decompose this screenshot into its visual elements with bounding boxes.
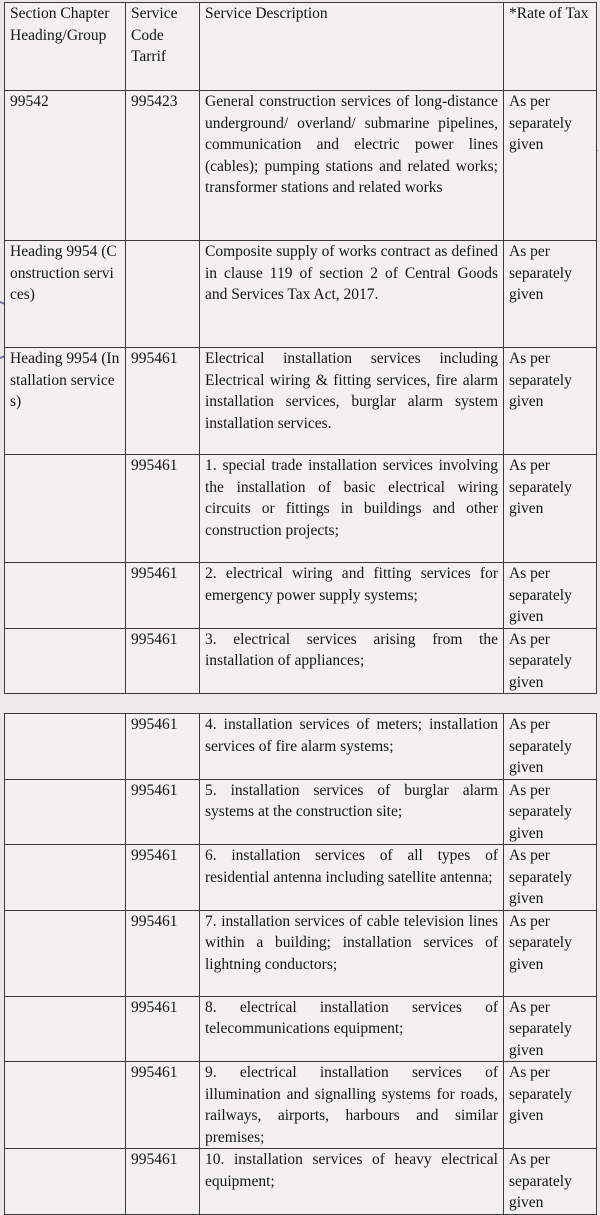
row-rate: As per separately given	[504, 996, 597, 1062]
row-section	[5, 1062, 126, 1149]
row-service-code: 995461	[126, 628, 200, 694]
row-description: 1. special trade installation services involving the installation of basic electrical wiring circuits or fittings in buildings and other construction projects;	[200, 455, 504, 563]
row-service-code: 995461	[126, 996, 200, 1062]
row-service-code: 995461	[126, 563, 200, 629]
row-rate: As per separately given	[504, 455, 597, 563]
row-service-code: 995461	[126, 348, 200, 455]
row-service-code: 995461	[126, 714, 200, 780]
row-section	[5, 714, 126, 780]
row-section	[5, 845, 126, 911]
row-section	[5, 563, 126, 629]
header-code: Service Code Tarrif	[126, 3, 200, 91]
header-row	[5, 3, 597, 91]
row-description: 9. electrical installation services of illumination and signalling systems for roads, railways, airports, harbours and similar premises;	[200, 1062, 504, 1149]
table-row	[5, 348, 597, 455]
table-row	[5, 1149, 597, 1215]
table-row	[5, 455, 597, 563]
row-description: Electrical installation services including Electrical wiring & fitting services, fire alarm installation services, burglar alarm system installation services.	[200, 348, 504, 455]
table-row	[5, 241, 597, 348]
row-rate: As per separately given	[504, 1149, 597, 1215]
row-section	[5, 996, 126, 1062]
row-service-code: 995423	[126, 91, 200, 241]
row-rate: As per separately given	[504, 563, 597, 629]
row-section: Heading 9954 (Installation services)	[5, 348, 126, 455]
page-gap	[0, 693, 600, 713]
row-description: General construction services of long-distance underground/ overland/ submarine pipelines, communication and electric power lines (cables); pumping stations and related works; transformer stations and related works	[200, 91, 504, 241]
table-body	[5, 91, 597, 694]
row-rate: As per separately given	[504, 910, 597, 996]
row-rate: As per separately given	[504, 241, 597, 348]
row-description: Composite supply of works contract as defined in clause 119 of section 2 of Central Goods and Services Tax Act, 2017.	[200, 241, 504, 348]
row-service-code: 995461	[126, 779, 200, 845]
row-section	[5, 628, 126, 694]
row-description: 10. installation services of heavy electrical equipment;	[200, 1149, 504, 1215]
table-row	[5, 91, 597, 241]
row-description: 7. installation services of cable television lines within a building; installation services of lightning conductors;	[200, 910, 504, 996]
row-section	[5, 910, 126, 996]
row-description: 6. installation services of all types of residential antenna including satellite antenna;	[200, 845, 504, 911]
header-description: Service Description	[200, 3, 504, 91]
table-row	[5, 714, 597, 780]
table-row	[5, 1062, 597, 1149]
row-section	[5, 455, 126, 563]
row-section	[5, 1149, 126, 1215]
table-row	[5, 996, 597, 1062]
table-body	[5, 714, 597, 1215]
row-description: 5. installation services of burglar alarm systems at the construction site;	[200, 779, 504, 845]
header-rate: *Rate of Tax	[504, 3, 597, 91]
row-rate: As per separately given	[504, 779, 597, 845]
row-section: 99542	[5, 91, 126, 241]
row-description: 4. installation services of meters; installation services of fire alarm systems;	[200, 714, 504, 780]
table-row	[5, 779, 597, 845]
table-row	[5, 628, 597, 694]
row-section: Heading 9954 (Construction services)	[5, 241, 126, 348]
row-service-code: 995461	[126, 910, 200, 996]
row-rate: As per separately given	[504, 1062, 597, 1149]
table-row	[5, 910, 597, 996]
row-description: 3. electrical services arising from the installation of appliances;	[200, 628, 504, 694]
row-description: 2. electrical wiring and fitting services for emergency power supply systems;	[200, 563, 504, 629]
row-service-code	[126, 241, 200, 348]
tax-rate-table-page-1	[4, 2, 597, 694]
row-service-code: 995461	[126, 845, 200, 911]
row-section	[5, 779, 126, 845]
row-service-code: 995461	[126, 1149, 200, 1215]
row-description: 8. electrical installation services of telecommunications equipment;	[200, 996, 504, 1062]
row-service-code: 995461	[126, 455, 200, 563]
row-rate: As per separately given	[504, 348, 597, 455]
tax-rate-table-page-2	[4, 713, 597, 1215]
row-rate: As per separately given	[504, 845, 597, 911]
header-section: Section Chapter Heading/Group	[5, 3, 126, 91]
table-row	[5, 845, 597, 911]
row-rate: As per separately given	[504, 714, 597, 780]
row-rate: As per separately given	[504, 91, 597, 241]
table-row	[5, 563, 597, 629]
row-service-code: 995461	[126, 1062, 200, 1149]
row-rate: As per separately given	[504, 628, 597, 694]
